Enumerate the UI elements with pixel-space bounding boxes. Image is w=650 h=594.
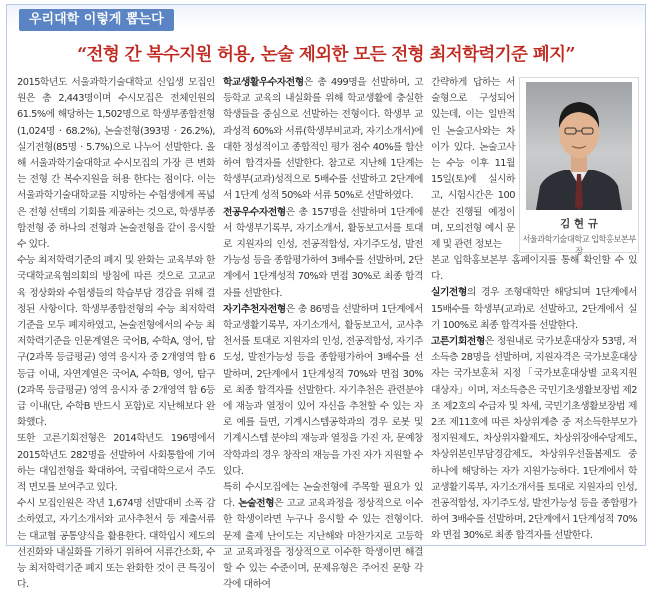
column-3-top bbox=[431, 75, 515, 253]
paragraph: 실기전형의 경우 조형대학만 해당되며 1단계에서 15배수를 학생부(교과)로 선발하고, 2단계에서 실기 100%로 최종 합격자를 선발한다. bbox=[431, 287, 637, 331]
article-frame bbox=[6, 4, 646, 591]
paragraph: 수시 모집인원은 작년 1,674명 선발대비 소폭 감소하였고, 자기소개서와 교사추천서 등 제출서류는 대교협 공통양식을 활용한다. 대학입시 제도의 선진화와 내실화를 기하기 위하여 서류간소화, 수능 최저학력기준 폐지 또는 완화한 것이 큰 특징이다. bbox=[17, 498, 215, 591]
profile-photo-card bbox=[519, 77, 639, 256]
article-headline: “전형 간 복수지원 허용, 논술 제외한 모든 전형 최저학력기준 폐지” bbox=[77, 45, 575, 65]
paragraph: 특히 수시모집에는 논술전형에 주목할 필요가 있다. 논술전형은 고교 교육과정을 정상적으로 이수한 학생이라면 누구나 응시할 수 있는 전형이다. 문제 출제 난이도는 지난해와 마찬가지로 고등학교 교육과정을 정상적으로 이수한 학생이면 해결할 수 있는 수준이며, 문제유형은 주어진 문항 각각에 대하여 bbox=[223, 482, 423, 591]
person-portrait-icon bbox=[526, 82, 632, 210]
keyword: 고른기회전형 bbox=[431, 336, 485, 348]
column-3-bottom bbox=[431, 253, 637, 545]
paragraph: 또한 고른기회전형은 2014학년도 196명에서 2015학년도 282명을 선발하여 사회통합에 기여하는 대입전형을 확대하여, 국립대학으로서 주도적 면모를 보여주고 있다. bbox=[17, 433, 215, 494]
keyword: 논술전형 bbox=[238, 498, 275, 510]
paragraph: 자기추천자전형은 총 86명을 선발하며 1단계에서 학교생활기록부, 자기소개서, 활동보고서, 교사추천서를 토대로 지원자의 인성, 전공적합성, 자기주도성, 발전가능성 등을 종합평가하여 3배수를 선발하며, 2단계에서 1단계성적 70%와 면접 30%로 최종 합격자를 선발한다. 자기추천은 관련분야에 재능과 열정이 있어 자신을 추천할 수 있는 자로 예를 들면, 기계시스템공학과의 경우 로봇 및 기계시스템 분야의 재능과 열정을 가진 자, 문예창작학과의 경우 창작의 재능을 가진 자가 지원할 수 있다. bbox=[223, 303, 423, 477]
paragraph: 간략하게 답하는 서술형으로 구성되어 있는데, 이는 일반적인 논술고사와는 차이가 있다. 논술고사는 수능 이후 11월 15일(토)에 실시하고, 시험시간은 100분간 진행될 예정이며, 모의전형 예시 문제 및 관련 정보는 bbox=[431, 77, 515, 251]
paragraph: 고른기회전형은 정원내로 국가보훈대상자 53명, 저소득층 28명을 선발하며, 지원자격은 국가보훈대상자는 국가보훈처 지정「국가보훈대상별 교육지원 대상자」이며, 저소득층은 국민기초생활보장법 제2조 제2호의 수급자 및 차세, 국민기초생활보장법 제2조 제11호에 따른 차상위계층 중 저소득한부모가정지원제도, 차상위자활제도, 차상위장애수당제도, 차상위본인부담경감제도, 차상위우선돌봄제도 중 하나에 해당하는 자가 지원가능하다. 1단계에서 학교생활기록부, 자기소개서를 토대로 지원자의 인성, 전공적합성, 자기주도성, 발전가능성 등을 종합평가하여 3배수를 선발하며, 2단계에서 1단계성적 70%와 면접 30%로 최종 합격자를 선발한다. bbox=[431, 336, 637, 542]
profile-role: 서울과학기술대학교 입학홍보본부장 bbox=[522, 234, 636, 256]
column-1 bbox=[17, 75, 215, 594]
keyword: 학교생활우수자전형 bbox=[223, 77, 304, 88]
keyword: 실기전형 bbox=[431, 287, 467, 299]
paragraph: 본교 입학홍보본부 홈페이지를 통해 확인할 수 있다. bbox=[431, 255, 637, 283]
profile-name: 김 현 규 bbox=[560, 218, 598, 230]
section-label: 우리대학 이렇게 뽑는다 bbox=[19, 9, 174, 31]
paragraph: 전공우수자전형은 총 157명을 선발하며 1단계에서 학생부기록부, 자기소개서, 활동보고서를 토대로 지원자의 인성, 전공적합성, 자기주도성, 발전가능성 등을 종합평가하여 3배수를 선발하며, 2단계에서 1단계성적 70%와 면접 30%로 최종 합격자를 선발한다. bbox=[223, 206, 423, 299]
keyword: 전공우수자전형 bbox=[223, 206, 286, 218]
column-2 bbox=[223, 75, 423, 594]
paragraph: 수능 최저학력기준의 폐지 및 완화는 교육부와 한국대학교육협의회의 방침에 따른 것으로 고교교육 정상화와 수험생들의 학습부담 경감을 위해 결정된 사항이다. 학생부종합전형의 수능 최저학력기준을 모두 폐지하였고, 논술전형에서의 수능 최저학력기준을 인문계열은 국어B, 수학A, 영어, 탐구(2과목 등급평균) 영역 응시자 중 2개영역 합 6등급 이내, 자연계열은 국어A, 수학B, 영어, 탐구(2과목 등급평균) 영역 응시자 중 2개영역 합 6등급 이내(단, 수학B 반드시 포함)로 지난해보다 완화했다. bbox=[17, 255, 215, 429]
keyword: 자기추천자전형 bbox=[223, 303, 286, 315]
paragraph: 학교생활우수자전형은 총 499명을 선발하며, 고등학교 교육의 내실화를 위해 학교생활에 충실한 학생들을 중심으로 선발하는 전형이다. 학생부 교과성적 60%와 서류(학생부비교과, 자기소개서)에 대한 정성적이고 종합적인 평가 점수 40%를 합산하여 합격자를 선발한다. 참고로 지난해 1단계는 학생부(교과)성적으로 5배수를 선발하고 2단계에서 1단계 성적 50%와 서류 50%로 선발하였다. bbox=[223, 77, 423, 202]
paragraph: 2015학년도 서울과학기술대학교 신입생 모집인원은 총 2,443명이며 수시모집은 전체인원의 61.5%에 해당하는 1,502명으로 학생부종합전형(1,024명 · 68.2%), 논술전형(393명 · 26.2%), 실기전형(85명 · 5.7%)으로 나누어 선발한다. 올해 서울과학기술대학교 수시모집의 가장 큰 변화는 전형 간 복수지원을 허용 한다는 점이다. 이는 서울과학기술대학교를 지망하는 수험생에게 폭넓은 전형 선택의 기회를 제공하는 것으로, 학생부종합전형 중 하나의 전형과 논술전형을 같이 응시할 수 있다. bbox=[17, 77, 215, 251]
profile-photo bbox=[526, 82, 632, 210]
